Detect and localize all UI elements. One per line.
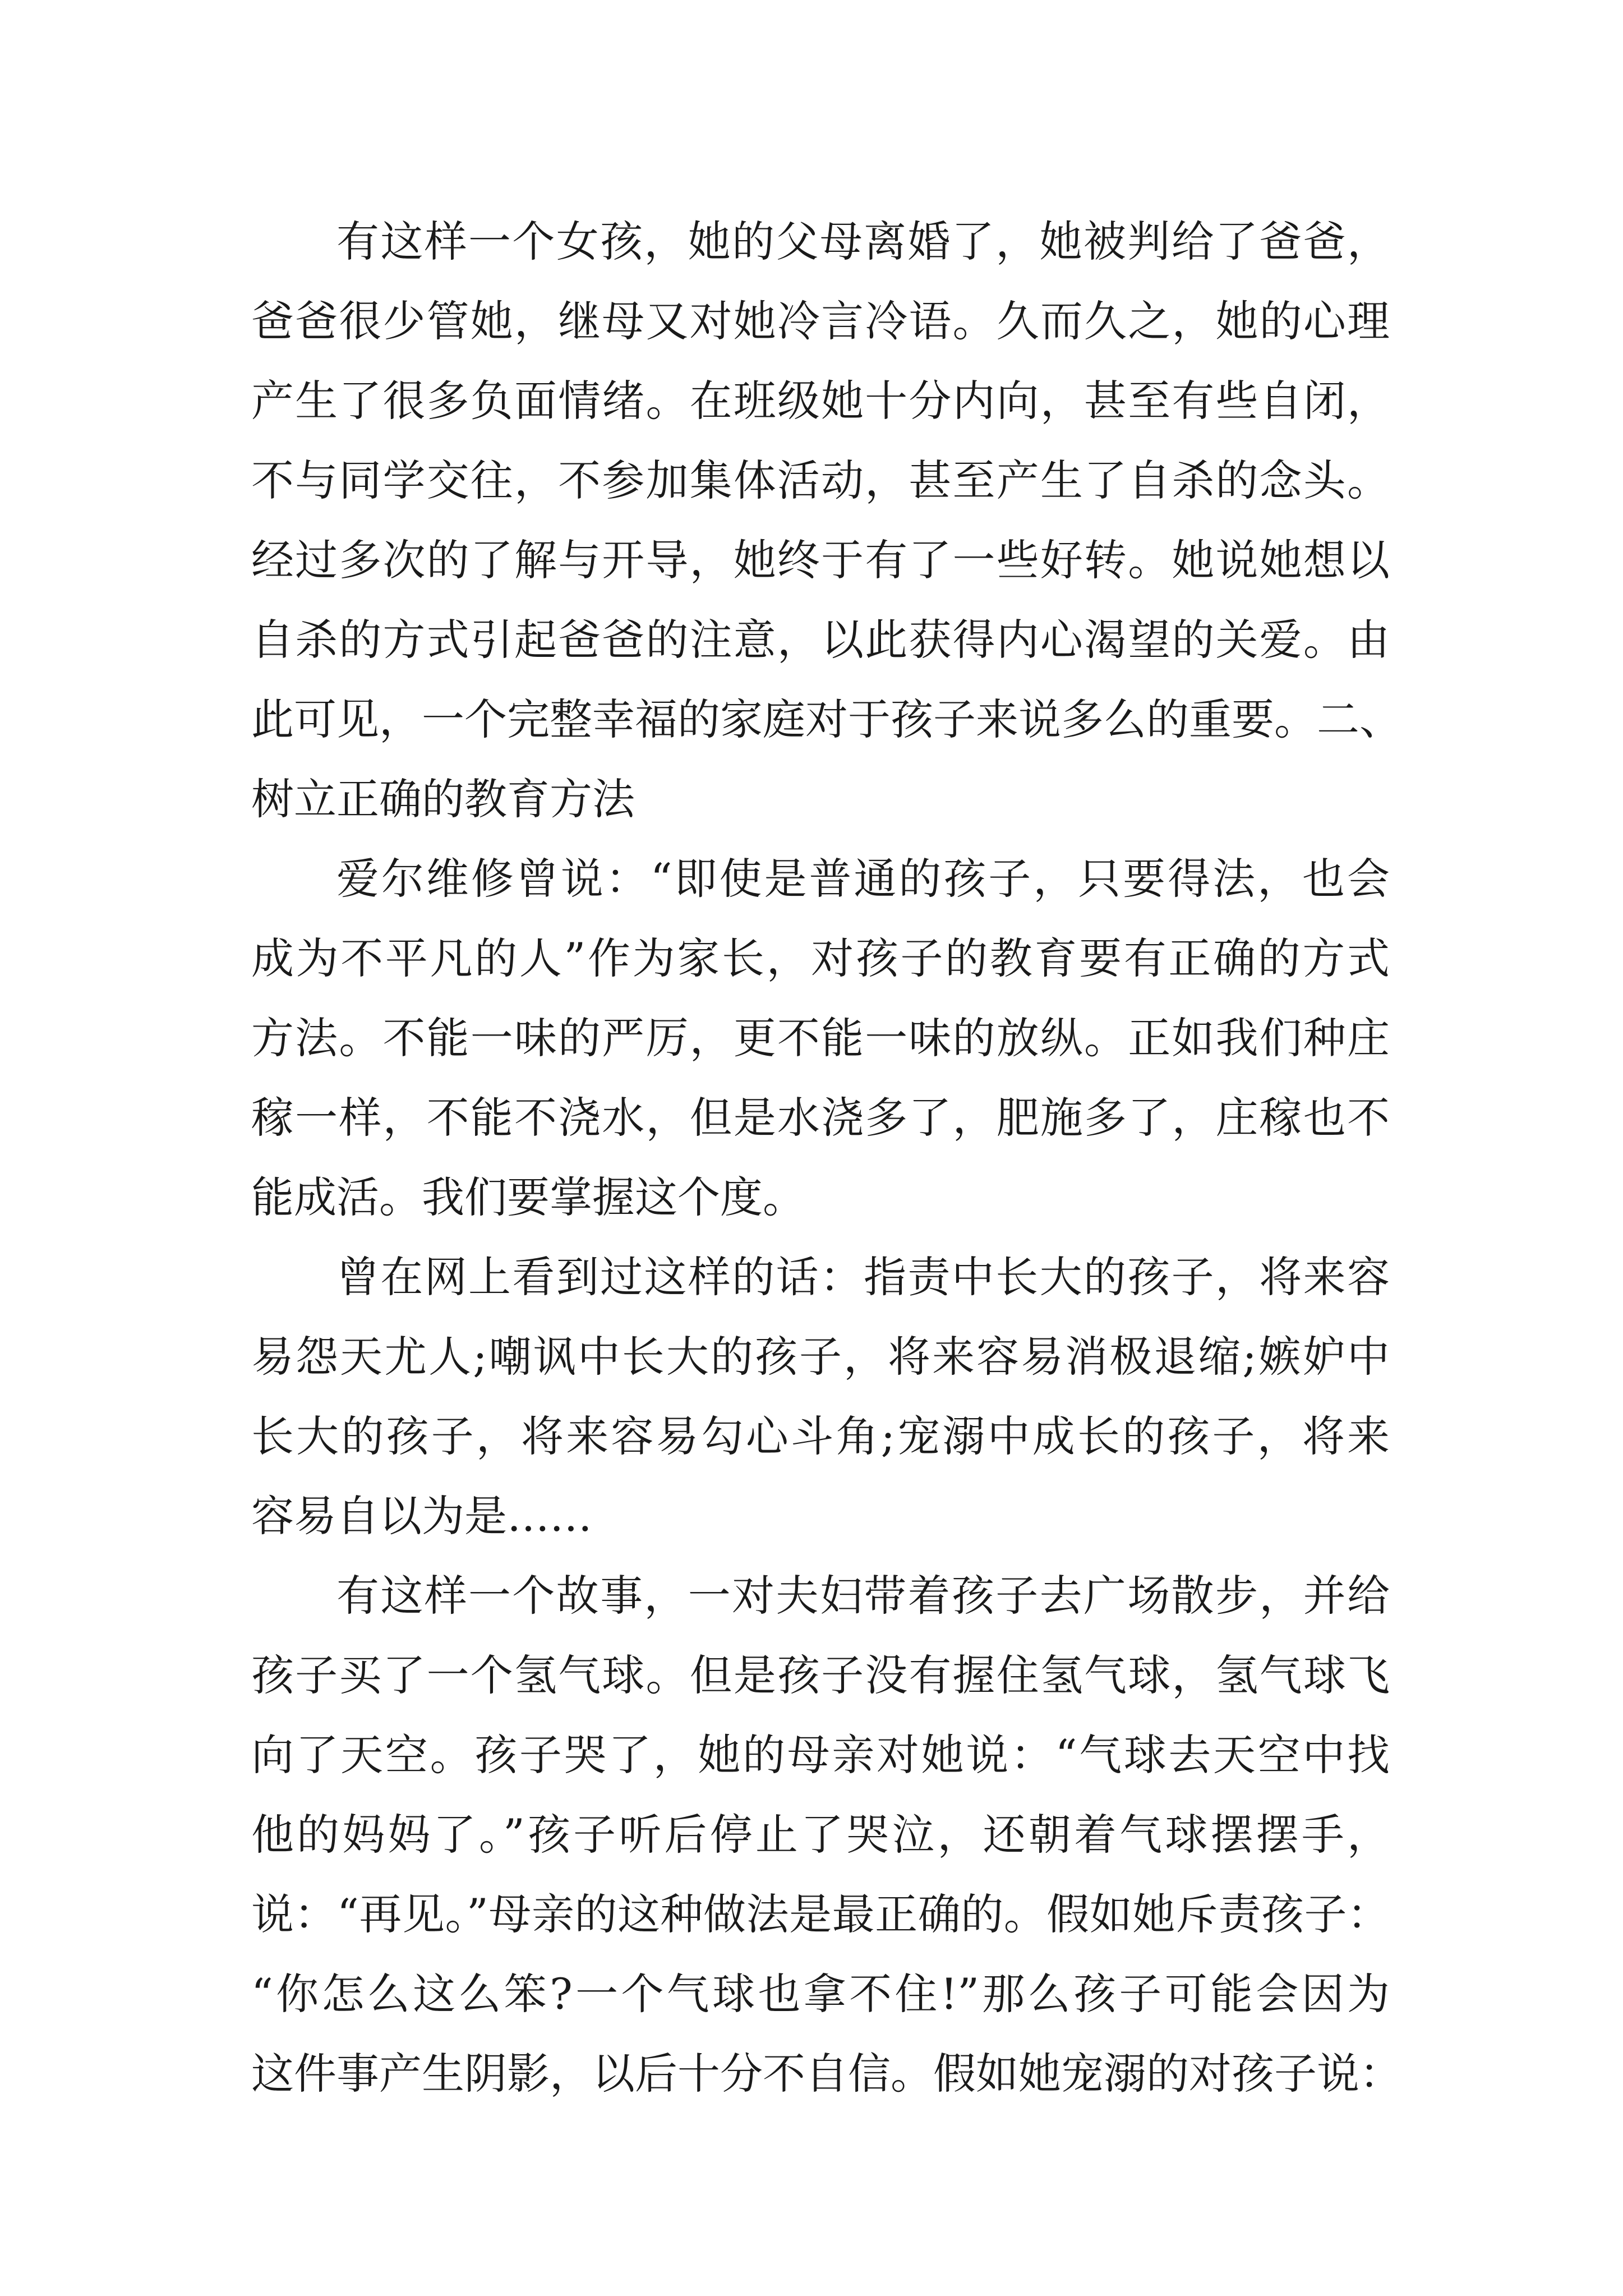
text-line: “你怎么这么笨?一个气球也拿不住!”那么孩子可能会因为: [251, 1969, 1390, 2019]
paragraph-3: [251, 1237, 1390, 1556]
text-line: 爸爸很少管她，继母又对她冷言冷语。久而久之，她的心理: [251, 296, 1390, 346]
text-line: 有这样一个故事，一对夫妇带着孩子去广场散步，并给: [336, 1571, 1390, 1621]
text-line: 曾在网上看到过这样的话：指责中长大的孩子，将来容: [336, 1252, 1390, 1302]
text-line: 有这样一个女孩，她的父母离婚了，她被判给了爸爸，: [336, 217, 1390, 266]
text-line: 经过多次的了解与开导，她终于有了一些好转。她说她想以: [251, 535, 1390, 585]
text-line: 方法。不能一味的严厉，更不能一味的放纵。正如我们种庄: [251, 1013, 1390, 1063]
text-line: 他的妈妈了。”孩子听后停止了哭泣，还朝着气球摆摆手，: [251, 1810, 1390, 1860]
text-line: 成为不平凡的人”作为家长，对孩子的教育要有正确的方式: [251, 933, 1390, 983]
paragraph-1: [251, 202, 1402, 839]
text-line: 产生了很多负面情绪。在班级她十分内向，甚至有些自闭，: [251, 376, 1390, 426]
text-line: 自杀的方式引起爸爸的注意，以此获得内心渴望的关爱。由: [251, 615, 1390, 665]
text-line: 易怨天尤人;嘲讽中长大的孩子，将来容易消极退缩;嫉妒中: [251, 1332, 1390, 1382]
text-line: 此可见，一个完整幸福的家庭对于孩子来说多么的重要。二、: [251, 694, 1402, 744]
text-line: 爱尔维修曾说：“即使是普通的孩子，只要得法，也会: [336, 854, 1390, 904]
paragraph-4: [251, 1556, 1402, 2114]
text-line: 长大的孩子，将来容易勾心斗角;宠溺中成长的孩子，将来: [251, 1411, 1390, 1461]
text-line: 树立正确的教育方法: [251, 774, 635, 824]
text-line: 说：“再见。”母亲的这种做法是最正确的。假如她斥责孩子：: [251, 1889, 1390, 1939]
text-line: 稼一样，不能不浇水，但是水浇多了，肥施多了，庄稼也不: [251, 1093, 1390, 1143]
document-body: [251, 202, 1402, 2114]
text-line: 这件事产生阴影，以后十分不自信。假如她宠溺的对孩子说：: [251, 2049, 1402, 2099]
text-line: 向了天空。孩子哭了，她的母亲对她说：“气球去天空中找: [251, 1730, 1390, 1780]
text-line: 孩子买了一个氢气球。但是孩子没有握住氢气球，氢气球飞: [251, 1650, 1390, 1700]
text-line: 能成活。我们要掌握这个度。: [251, 1172, 805, 1222]
paragraph-2: [251, 839, 1390, 1237]
text-line: 容易自以为是……: [251, 1491, 592, 1541]
text-line: 不与同学交往，不参加集体活动，甚至产生了自杀的念头。: [251, 455, 1390, 505]
